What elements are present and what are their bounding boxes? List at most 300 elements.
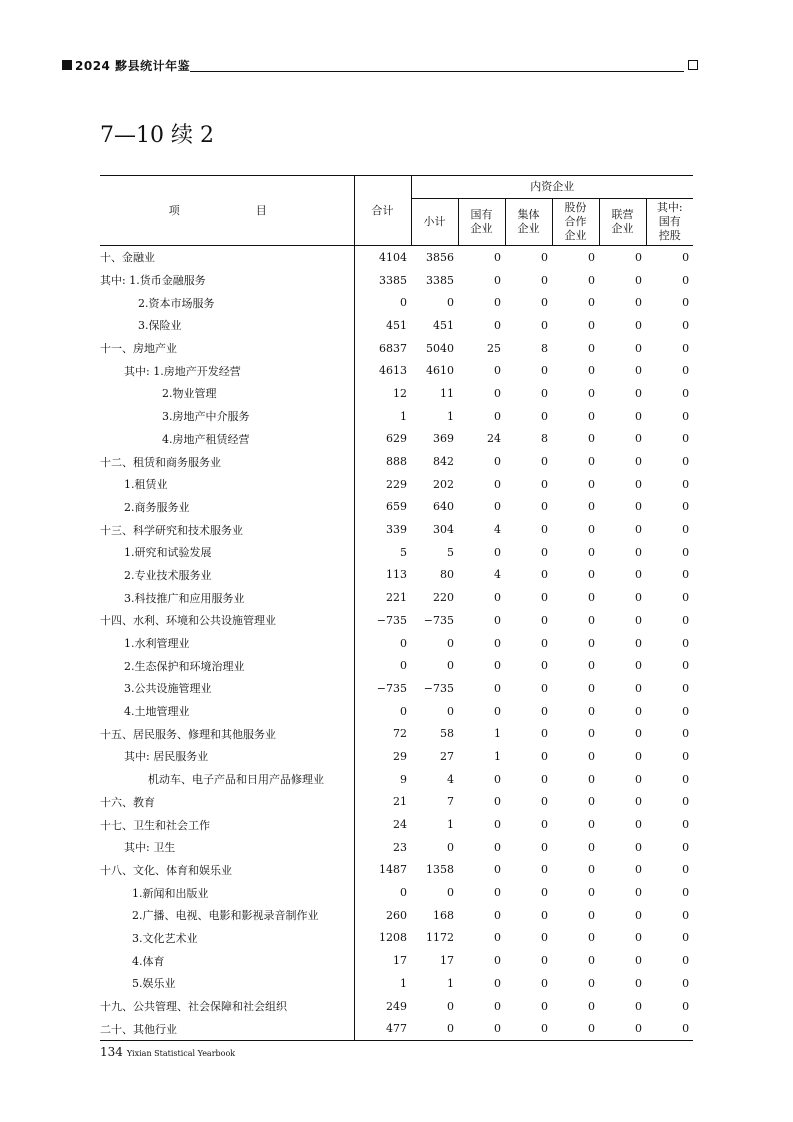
cell-value: 0 bbox=[588, 409, 595, 423]
cell-value: 888 bbox=[354, 450, 411, 473]
cell-value: 0 bbox=[635, 681, 642, 695]
cell-value: 0 bbox=[494, 296, 501, 310]
cell-value: 27 bbox=[440, 749, 454, 763]
cell-value: 0 bbox=[494, 954, 501, 968]
row-label: 十五、居民服务、修理和其他服务业 bbox=[100, 727, 276, 741]
cell-value: 0 bbox=[541, 704, 548, 718]
row-label: 十八、文化、体育和娱乐业 bbox=[100, 863, 232, 877]
row-label: 2.资本市场服务 bbox=[138, 296, 215, 310]
cell-value: 4613 bbox=[354, 359, 411, 382]
cell-value: 72 bbox=[354, 722, 411, 745]
cell-value: 0 bbox=[588, 568, 595, 582]
header-line: 控股 bbox=[658, 229, 681, 242]
table-row bbox=[100, 564, 693, 587]
cell-value: 0 bbox=[635, 455, 642, 469]
cell-value: 0 bbox=[494, 681, 501, 695]
row-label: 十九、公共管理、社会保障和社会组织 bbox=[100, 1000, 287, 1014]
cell-value: 0 bbox=[494, 364, 501, 378]
row-label: 1.新闻和出版业 bbox=[132, 886, 209, 900]
cell-value: 0 bbox=[447, 704, 454, 718]
cell-value: 0 bbox=[682, 591, 690, 605]
cell-value: 0 bbox=[682, 545, 690, 559]
row-label: 2.物业管理 bbox=[162, 387, 217, 401]
cell-value: 0 bbox=[541, 772, 548, 786]
cell-value: 451 bbox=[433, 318, 454, 332]
cell-value: 0 bbox=[682, 749, 690, 763]
cell-value: 0 bbox=[541, 273, 548, 287]
cell-value: 0 bbox=[635, 364, 642, 378]
header-line: 合作 bbox=[564, 215, 587, 228]
cell-value: 221 bbox=[354, 586, 411, 609]
cell-value: 0 bbox=[635, 636, 642, 650]
running-header bbox=[62, 57, 702, 75]
row-label: 十六、教育 bbox=[100, 795, 155, 809]
cell-value: 1208 bbox=[354, 927, 411, 950]
table-row bbox=[100, 291, 693, 314]
cell-value: 0 bbox=[635, 432, 642, 446]
cell-value: 0 bbox=[588, 364, 595, 378]
cell-value: 0 bbox=[541, 364, 548, 378]
cell-value: 0 bbox=[588, 318, 595, 332]
row-label: 其中: 居民服务业 bbox=[124, 750, 209, 764]
cell-value: 0 bbox=[635, 523, 642, 537]
cell-value: 0 bbox=[588, 386, 595, 400]
cell-value: 0 bbox=[635, 818, 642, 832]
cell-value: 0 bbox=[682, 432, 690, 446]
cell-value: 0 bbox=[541, 296, 548, 310]
table-row bbox=[100, 745, 693, 768]
statistics-table bbox=[100, 175, 693, 1041]
cell-value: 4 bbox=[494, 523, 501, 537]
table-row bbox=[100, 382, 693, 405]
cell-value: 0 bbox=[447, 886, 454, 900]
cell-value: 0 bbox=[588, 500, 595, 514]
header-line: 国有 bbox=[658, 215, 681, 228]
cell-value: 0 bbox=[541, 681, 548, 695]
cell-value: 4 bbox=[494, 568, 501, 582]
cell-value: 0 bbox=[682, 477, 690, 491]
cell-value: −735 bbox=[423, 681, 454, 695]
cell-value: 0 bbox=[494, 908, 501, 922]
row-label: 其中: 卫生 bbox=[124, 841, 176, 855]
table-row bbox=[100, 314, 693, 337]
table-row bbox=[100, 359, 693, 382]
cell-value: 0 bbox=[682, 659, 690, 673]
header-line: 企业 bbox=[611, 222, 634, 235]
row-label: 2.商务服务业 bbox=[124, 500, 190, 514]
table-row bbox=[100, 654, 693, 677]
cell-value: 0 bbox=[635, 477, 642, 491]
cell-value: −735 bbox=[354, 609, 411, 632]
cell-value: 0 bbox=[588, 250, 595, 264]
header-line: 股份 bbox=[564, 201, 587, 214]
cell-value: 0 bbox=[494, 500, 501, 514]
cell-value: 0 bbox=[588, 795, 595, 809]
cell-value: 0 bbox=[682, 886, 690, 900]
row-label: 十四、水利、环境和公共设施管理业 bbox=[100, 614, 276, 628]
cell-value: 17 bbox=[440, 954, 454, 968]
cell-value: 0 bbox=[494, 863, 501, 877]
cell-value: 0 bbox=[447, 999, 454, 1013]
cell-value: 0 bbox=[494, 591, 501, 605]
cell-value: 0 bbox=[588, 772, 595, 786]
table-row bbox=[100, 768, 693, 791]
cell-value: 0 bbox=[541, 840, 548, 854]
table-row bbox=[100, 881, 693, 904]
cell-value: 0 bbox=[682, 455, 690, 469]
cell-value: 0 bbox=[541, 500, 548, 514]
cell-value: 0 bbox=[588, 863, 595, 877]
cell-value: 0 bbox=[588, 999, 595, 1013]
cell-value: 0 bbox=[646, 1017, 693, 1040]
cell-value: 0 bbox=[635, 704, 642, 718]
cell-value: 1358 bbox=[426, 863, 454, 877]
cell-value: 1 bbox=[447, 976, 454, 990]
cell-value: 249 bbox=[354, 995, 411, 1018]
header-line: 企业 bbox=[517, 222, 540, 235]
row-label: 1.水利管理业 bbox=[124, 637, 190, 651]
cell-value: 0 bbox=[635, 409, 642, 423]
cell-value: 451 bbox=[354, 314, 411, 337]
cell-value: 0 bbox=[541, 613, 548, 627]
cell-value: 0 bbox=[588, 749, 595, 763]
cell-value: 24 bbox=[354, 813, 411, 836]
cell-value: 0 bbox=[458, 1017, 505, 1040]
cell-value: 0 bbox=[635, 341, 642, 355]
cell-value: 202 bbox=[433, 477, 454, 491]
cell-value: 0 bbox=[541, 455, 548, 469]
cell-value: 5 bbox=[447, 545, 454, 559]
cell-value: 0 bbox=[541, 318, 548, 332]
cell-value: 0 bbox=[635, 273, 642, 287]
table-row bbox=[100, 609, 693, 632]
header-rule bbox=[190, 71, 684, 72]
cell-value: 0 bbox=[588, 477, 595, 491]
table-title: 7—10 续 2 bbox=[100, 123, 214, 148]
cell-value: 29 bbox=[354, 745, 411, 768]
cell-value: 0 bbox=[635, 613, 642, 627]
cell-value: 0 bbox=[682, 613, 690, 627]
cell-value: −735 bbox=[423, 613, 454, 627]
cell-value: 0 bbox=[635, 386, 642, 400]
cell-value: 0 bbox=[635, 591, 642, 605]
cell-value: 0 bbox=[635, 999, 642, 1013]
page-footer bbox=[100, 1041, 235, 1060]
cell-value: 0 bbox=[541, 886, 548, 900]
cell-value: 0 bbox=[494, 772, 501, 786]
row-label: 4.体育 bbox=[132, 954, 165, 968]
cell-value: 3385 bbox=[426, 273, 454, 287]
statistics-table-container bbox=[100, 175, 693, 1041]
table-row bbox=[100, 496, 693, 519]
cell-value: 0 bbox=[682, 840, 690, 854]
cell-value: 220 bbox=[433, 591, 454, 605]
cell-value: 0 bbox=[494, 409, 501, 423]
row-label: 4.土地管理业 bbox=[124, 705, 190, 719]
column-header-state-holding bbox=[646, 199, 693, 246]
cell-value: 0 bbox=[541, 523, 548, 537]
cell-value: 0 bbox=[541, 727, 548, 741]
header-line: 企业 bbox=[564, 229, 587, 242]
cell-value: 3385 bbox=[354, 269, 411, 292]
cell-value: 0 bbox=[682, 273, 690, 287]
cell-value: 0 bbox=[682, 296, 690, 310]
cell-value: 1 bbox=[447, 818, 454, 832]
cell-value: 0 bbox=[354, 632, 411, 655]
cell-value: 0 bbox=[447, 296, 454, 310]
cell-value: 0 bbox=[682, 863, 690, 877]
cell-value: −735 bbox=[354, 677, 411, 700]
table-row bbox=[100, 813, 693, 836]
cell-value: 7 bbox=[447, 795, 454, 809]
cell-value: 0 bbox=[541, 863, 548, 877]
cell-value: 0 bbox=[588, 681, 595, 695]
cell-value: 0 bbox=[682, 250, 690, 264]
cell-value: 0 bbox=[682, 727, 690, 741]
cell-value: 0 bbox=[588, 886, 595, 900]
row-label: 1.租赁业 bbox=[124, 478, 168, 492]
table-row bbox=[100, 337, 693, 360]
cell-value: 0 bbox=[635, 296, 642, 310]
footer-english-title: Yixian Statistical Yearbook bbox=[126, 1049, 236, 1058]
cell-value: 0 bbox=[541, 545, 548, 559]
cell-value: 0 bbox=[541, 409, 548, 423]
cell-value: 260 bbox=[354, 904, 411, 927]
cell-value: 0 bbox=[682, 908, 690, 922]
table-row bbox=[100, 927, 693, 950]
page-number: 134 bbox=[100, 1045, 123, 1059]
table-row bbox=[100, 632, 693, 655]
cell-value: 0 bbox=[635, 886, 642, 900]
cell-value: 0 bbox=[635, 318, 642, 332]
cell-value: 5040 bbox=[426, 341, 454, 355]
cell-value: 4610 bbox=[426, 364, 454, 378]
cell-value: 0 bbox=[682, 999, 690, 1013]
cell-value: 24 bbox=[487, 432, 501, 446]
column-header-total: 合计 bbox=[354, 176, 411, 246]
cell-value: 0 bbox=[588, 432, 595, 446]
cell-value: 0 bbox=[635, 727, 642, 741]
cell-value: 0 bbox=[494, 386, 501, 400]
cell-value: 0 bbox=[494, 795, 501, 809]
header-line: 其中: bbox=[656, 201, 683, 214]
cell-value: 0 bbox=[635, 908, 642, 922]
column-header-joint bbox=[599, 199, 646, 246]
cell-value: 0 bbox=[682, 704, 690, 718]
cell-value: 0 bbox=[354, 291, 411, 314]
cell-value: 0 bbox=[682, 818, 690, 832]
cell-value: 0 bbox=[494, 477, 501, 491]
row-label: 1.研究和试验发展 bbox=[124, 546, 212, 560]
row-label: 其中: 1.房地产开发经营 bbox=[124, 364, 241, 378]
cell-value: 0 bbox=[588, 840, 595, 854]
row-label: 3.房地产中介服务 bbox=[162, 410, 250, 424]
cell-value: 0 bbox=[635, 250, 642, 264]
table-row bbox=[100, 246, 693, 269]
cell-value: 0 bbox=[541, 659, 548, 673]
row-label: 十七、卫生和社会工作 bbox=[100, 818, 210, 832]
cell-value: 0 bbox=[682, 318, 690, 332]
cell-value: 0 bbox=[682, 976, 690, 990]
cell-value: 0 bbox=[447, 840, 454, 854]
cell-value: 0 bbox=[682, 795, 690, 809]
cell-value: 0 bbox=[588, 455, 595, 469]
cell-value: 0 bbox=[588, 523, 595, 537]
cell-value: 339 bbox=[354, 518, 411, 541]
cell-value: 0 bbox=[635, 500, 642, 514]
row-label: 5.娱乐业 bbox=[132, 977, 176, 991]
cell-value: 0 bbox=[635, 931, 642, 945]
column-header-item: 项 目 bbox=[100, 176, 354, 246]
cell-value: 0 bbox=[682, 681, 690, 695]
cell-value: 25 bbox=[487, 341, 501, 355]
cell-value: 0 bbox=[494, 704, 501, 718]
cell-value: 1487 bbox=[354, 859, 411, 882]
cell-value: 1 bbox=[354, 405, 411, 428]
cell-value: 1 bbox=[354, 972, 411, 995]
header-line: 企业 bbox=[470, 222, 493, 235]
cell-value: 0 bbox=[541, 795, 548, 809]
cell-value: 0 bbox=[682, 500, 690, 514]
cell-value: 0 bbox=[541, 591, 548, 605]
column-header-collective bbox=[505, 199, 552, 246]
cell-value: 0 bbox=[494, 455, 501, 469]
cell-value: 659 bbox=[354, 496, 411, 519]
row-label: 十三、科学研究和技术服务业 bbox=[100, 523, 243, 537]
cell-value: 640 bbox=[433, 500, 454, 514]
cell-value: 0 bbox=[588, 613, 595, 627]
cell-value: 0 bbox=[588, 976, 595, 990]
row-label: 二十、其他行业 bbox=[100, 1017, 354, 1040]
column-header-coop bbox=[552, 199, 599, 246]
cell-value: 0 bbox=[494, 250, 501, 264]
cell-value: 0 bbox=[494, 999, 501, 1013]
cell-value: 0 bbox=[541, 568, 548, 582]
table-row bbox=[100, 904, 693, 927]
cell-value: 842 bbox=[433, 455, 454, 469]
cell-value: 0 bbox=[588, 296, 595, 310]
table-row bbox=[100, 722, 693, 745]
cell-value: 0 bbox=[588, 636, 595, 650]
table-row bbox=[100, 428, 693, 451]
cell-value: 0 bbox=[541, 908, 548, 922]
header-square-mark bbox=[62, 60, 72, 70]
cell-value: 304 bbox=[433, 523, 454, 537]
cell-value: 4 bbox=[447, 772, 454, 786]
cell-value: 0 bbox=[505, 1017, 552, 1040]
row-label: 十二、租赁和商务服务业 bbox=[100, 455, 221, 469]
cell-value: 0 bbox=[588, 704, 595, 718]
cell-value: 0 bbox=[494, 976, 501, 990]
row-label: 十、金融业 bbox=[100, 251, 155, 265]
row-label: 3.公共设施管理业 bbox=[124, 682, 212, 696]
cell-value: 0 bbox=[682, 523, 690, 537]
cell-value: 1 bbox=[494, 727, 501, 741]
cell-value: 0 bbox=[494, 636, 501, 650]
table-body bbox=[100, 246, 693, 1041]
cell-value: 3856 bbox=[426, 250, 454, 264]
row-label: 3.保险业 bbox=[138, 319, 182, 333]
table-row bbox=[100, 405, 693, 428]
cell-value: 0 bbox=[494, 931, 501, 945]
cell-value: 4104 bbox=[354, 246, 411, 269]
cell-value: 0 bbox=[588, 727, 595, 741]
row-label: 2.专业技术服务业 bbox=[124, 568, 212, 582]
cell-value: 12 bbox=[354, 382, 411, 405]
table-row bbox=[100, 269, 693, 292]
cell-value: 168 bbox=[433, 908, 454, 922]
cell-value: 0 bbox=[541, 954, 548, 968]
header-line: 联营 bbox=[611, 208, 634, 221]
table-row bbox=[100, 836, 693, 859]
cell-value: 1172 bbox=[426, 931, 454, 945]
table-row bbox=[100, 859, 693, 882]
cell-value: 6837 bbox=[354, 337, 411, 360]
table-row bbox=[100, 972, 693, 995]
cell-value: 0 bbox=[541, 749, 548, 763]
cell-value: 0 bbox=[588, 591, 595, 605]
cell-value: 0 bbox=[635, 795, 642, 809]
cell-value: 0 bbox=[494, 613, 501, 627]
table-row bbox=[100, 450, 693, 473]
row-label: 2.生态保护和环境治理业 bbox=[124, 659, 245, 673]
cell-value: 80 bbox=[440, 568, 454, 582]
cell-value: 0 bbox=[682, 341, 690, 355]
cell-value: 0 bbox=[588, 908, 595, 922]
column-header-state bbox=[458, 199, 505, 246]
cell-value: 0 bbox=[682, 954, 690, 968]
table-row bbox=[100, 541, 693, 564]
table-row bbox=[100, 1017, 693, 1040]
cell-value: 0 bbox=[588, 659, 595, 673]
cell-value: 0 bbox=[541, 477, 548, 491]
cell-value: 0 bbox=[588, 341, 595, 355]
yearbook-title: 2024 黟县统计年鉴 bbox=[75, 59, 191, 73]
table-row bbox=[100, 677, 693, 700]
header-box-mark bbox=[688, 60, 698, 70]
cell-value: 369 bbox=[433, 432, 454, 446]
column-header-subtotal: 小计 bbox=[411, 199, 458, 246]
table-row bbox=[100, 995, 693, 1018]
table-header bbox=[100, 176, 693, 246]
cell-value: 0 bbox=[552, 1017, 599, 1040]
cell-value: 0 bbox=[541, 818, 548, 832]
cell-value: 21 bbox=[354, 791, 411, 814]
cell-value: 0 bbox=[635, 749, 642, 763]
cell-value: 0 bbox=[354, 700, 411, 723]
table-row bbox=[100, 700, 693, 723]
table-row bbox=[100, 473, 693, 496]
cell-value: 0 bbox=[682, 931, 690, 945]
cell-value: 0 bbox=[494, 659, 501, 673]
cell-value: 58 bbox=[440, 727, 454, 741]
cell-value: 23 bbox=[354, 836, 411, 859]
cell-value: 0 bbox=[635, 863, 642, 877]
table-row bbox=[100, 791, 693, 814]
cell-value: 0 bbox=[447, 659, 454, 673]
cell-value: 0 bbox=[682, 568, 690, 582]
cell-value: 0 bbox=[635, 976, 642, 990]
cell-value: 5 bbox=[354, 541, 411, 564]
cell-value: 1 bbox=[447, 409, 454, 423]
cell-value: 0 bbox=[588, 818, 595, 832]
cell-value: 0 bbox=[494, 273, 501, 287]
row-label: 3.科技推广和应用服务业 bbox=[124, 591, 245, 605]
column-header-domestic: 内资企业 bbox=[411, 176, 693, 199]
row-label: 2.广播、电视、电影和影视录音制作业 bbox=[132, 909, 319, 923]
cell-value: 0 bbox=[588, 545, 595, 559]
cell-value: 11 bbox=[440, 386, 454, 400]
